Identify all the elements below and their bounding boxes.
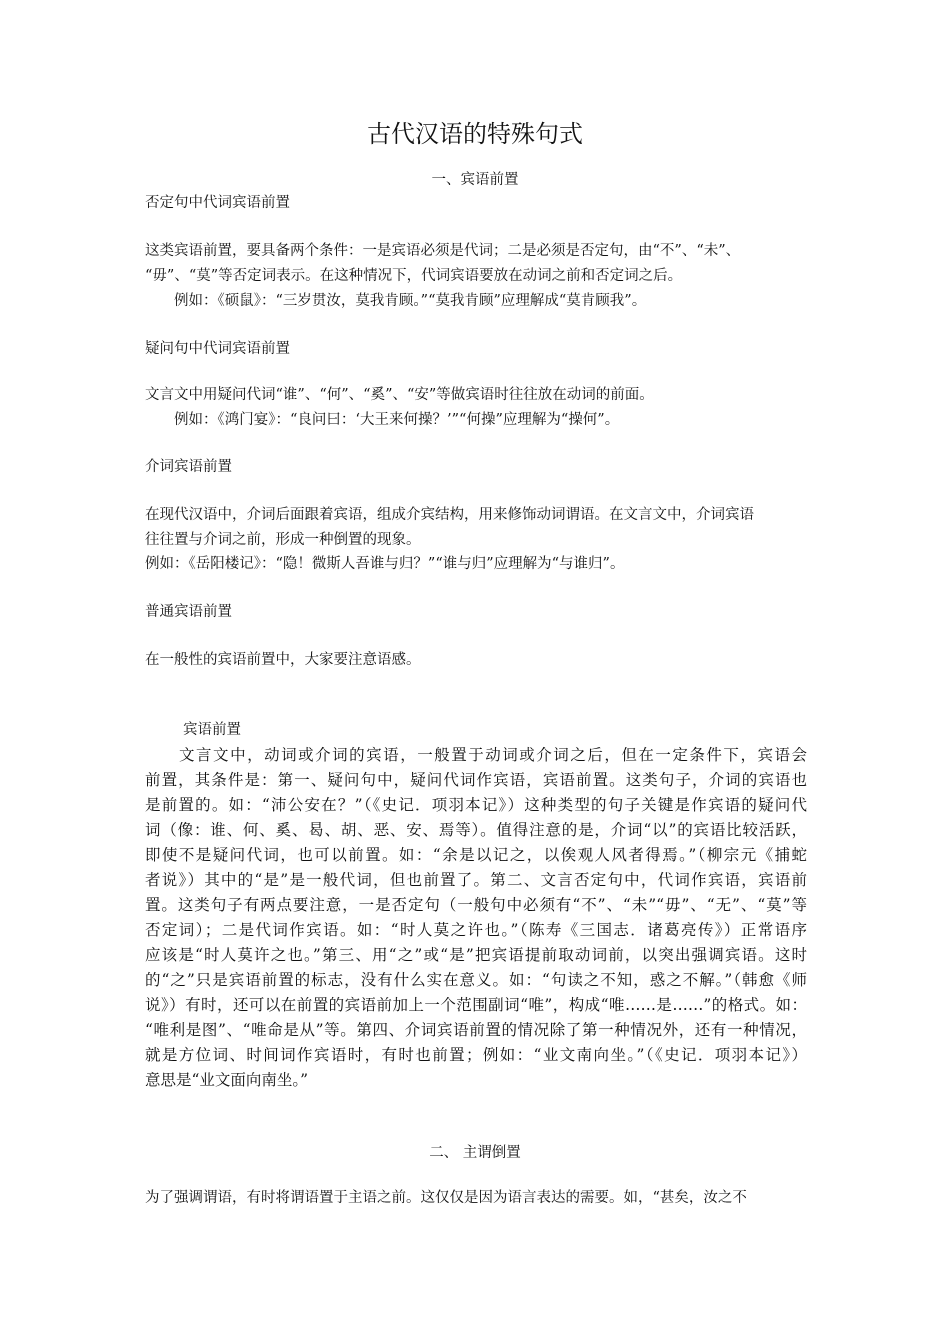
- paragraph-line: 为了强调谓语，有时将谓语置于主语之前。这仅仅是因为语言表达的需要。如，“甚矣，汝之不: [145, 1190, 747, 1206]
- subheading-general-object: 普通宾语前置: [145, 604, 232, 620]
- paragraph-line: 文言文中用疑问代词“谁”、“何”、“奚”、“安”等做宾语时往往放在动词的前面。: [145, 387, 654, 403]
- block-line: 词（像：谁、何、奚、曷、胡、恶、安、焉等）。值得注意的是，介词“以”的宾语比较活跃，: [145, 821, 807, 839]
- example-line: 例如：《硕鼠》：“三岁贯汝，莫我肯顾。”“莫我肯顾”应理解成“莫肯顾我”。: [145, 293, 647, 309]
- block-line: 即使不是疑问代词，也可以前置。如：“余是以记之，以俟观人风者得焉。”（柳宗元《捕蛇: [145, 846, 807, 864]
- block-line: 者说》）其中的“是”是一般代词，但也前置了。第二、文言否定句中，代词作宾语，宾语前: [145, 871, 807, 889]
- block-line: 前置，其条件是：第一、疑问句中，疑问代词作宾语，宾语前置。这类句子，介词的宾语也: [145, 771, 807, 789]
- block-line: 意思是“业文面向南坐。”: [145, 1071, 309, 1089]
- paragraph-line: 在现代汉语中，介词后面跟着宾语，组成介宾结构，用来修饰动词谓语。在文言文中，介词宾语: [145, 507, 754, 523]
- section-heading-subject-predicate-inversion: 二、 主谓倒置: [429, 1145, 521, 1161]
- block-line: 的“之”只是宾语前置的标志，没有什么实在意义。如：“句读之不知，惑之不解。”（韩愈《师: [145, 971, 807, 989]
- example-line: 例如：《岳阳楼记》：“隐！微斯人吾谁与归？”“谁与归”应理解为“与谁归”。: [145, 556, 625, 572]
- block-line: 就是方位词、时间词作宾语时，有时也前置；例如：“业文南向坐。”（《史记．项羽本记》）: [145, 1046, 807, 1064]
- paragraph-line: 这类宾语前置，要具备两个条件：一是宾语必须是代词；二是必须是否定句，由“不”、“未”、: [145, 243, 741, 259]
- document-title: 古代汉语的特殊句式: [367, 120, 583, 148]
- section-heading-object-preposing: 一、宾语前置: [431, 172, 519, 188]
- block-line: “唯利是图”、“唯命是从”等。第四、介词宾语前置的情况除了第一种情况外，还有一种情况，: [145, 1021, 807, 1039]
- block-line: 应该是“时人莫许之也。”第三、用“之”或“是”把宾语提前取动词前，以突出强调宾语。这时: [145, 946, 807, 964]
- block-line: 否定词）；二是代词作宾语。如：“时人莫之许也。”（陈寿《三国志．诸葛亮传》）正常语序: [145, 921, 807, 939]
- block-line: 是前置的。如：“沛公安在？”（《史记．项羽本记》）这种类型的句子关键是作宾语的疑问代: [145, 796, 807, 814]
- block-line: 文言文中，动词或介词的宾语，一般置于动词或介词之后，但在一定条件下，宾语会: [145, 746, 807, 764]
- subheading-negative-sentence: 否定句中代词宾语前置: [145, 195, 290, 211]
- paragraph-line: “毋”、“莫”等否定词表示。在这种情况下，代词宾语要放在动词之前和否定词之后。: [145, 268, 683, 284]
- paragraph-line: 在一般性的宾语前置中，大家要注意语感。: [145, 652, 421, 668]
- block-line: 说》）有时，还可以在前置的宾语前加上一个范围副词“唯”，构成“唯……是……”的格式。如：: [145, 996, 807, 1014]
- subheading-interrogative-sentence: 疑问句中代词宾语前置: [145, 341, 290, 357]
- block-line: 置。这类句子有两点要注意，一是否定句（一般句中必须有“不”、“未”“毋”、“无”、“莫”等: [145, 896, 807, 914]
- paragraph-line: 往往置与介词之前，形成一种倒置的现象。: [145, 532, 421, 548]
- example-line: 例如：《鸿门宴》：“良问曰：‘大王来何操？’”“何操”应理解为“操何”。: [145, 412, 620, 428]
- block-heading-object-preposing: 宾语前置: [183, 722, 241, 738]
- subheading-prepositional-object: 介词宾语前置: [145, 459, 232, 475]
